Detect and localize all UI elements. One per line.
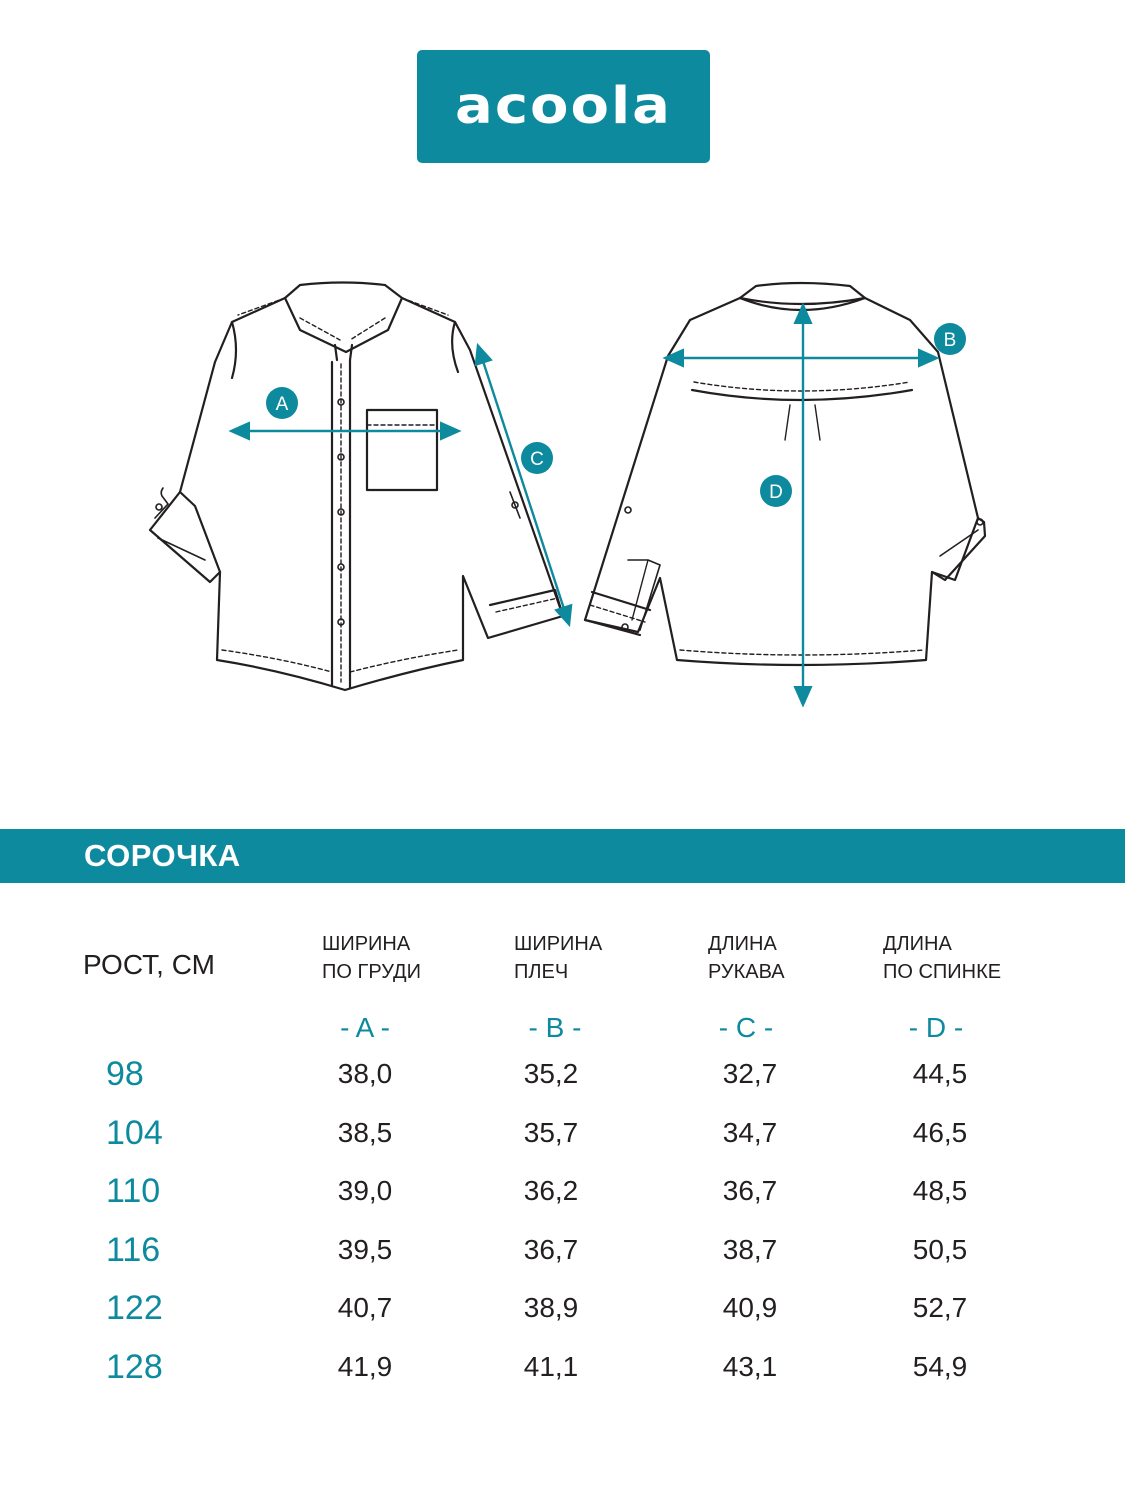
size-row-value: 32,7 bbox=[722, 1058, 778, 1089]
marker-a-badge bbox=[266, 387, 298, 419]
marker-c-badge bbox=[521, 442, 553, 474]
shirt-front-sketch bbox=[150, 283, 563, 691]
size-row-value: 41,1 bbox=[523, 1351, 579, 1382]
shirt-back-sketch bbox=[585, 283, 985, 665]
column-code-d: - D - bbox=[908, 1012, 964, 1043]
size-row-value: 36,7 bbox=[523, 1234, 579, 1265]
size-row-value: 54,9 bbox=[912, 1351, 968, 1382]
svg-text:C: C bbox=[530, 449, 544, 470]
size-row-value: 38,5 bbox=[337, 1117, 393, 1148]
size-row-value: 36,7 bbox=[722, 1175, 778, 1206]
column-code-c: - C - bbox=[718, 1012, 774, 1043]
size-row-value: 44,5 bbox=[912, 1058, 968, 1089]
measure-line-c bbox=[480, 352, 567, 618]
size-row-height: 116 bbox=[106, 1231, 161, 1269]
size-row-value: 38,7 bbox=[722, 1234, 778, 1265]
size-row-height: 104 bbox=[106, 1114, 163, 1152]
brand-logo bbox=[417, 50, 710, 163]
column-header-chest-width: ШИРИНА ПО ГРУДИ bbox=[322, 933, 421, 983]
size-row-height: 122 bbox=[106, 1289, 163, 1327]
size-row-value: 34,7 bbox=[722, 1117, 778, 1148]
size-row-value: 50,5 bbox=[912, 1234, 968, 1265]
svg-text:D: D bbox=[769, 482, 783, 503]
column-code-b: - B - bbox=[528, 1012, 582, 1043]
size-row-value: 38,0 bbox=[337, 1058, 393, 1089]
size-row-value: 41,9 bbox=[337, 1351, 393, 1382]
brand-logo-text: acoola bbox=[455, 76, 672, 136]
size-row-value: 43,1 bbox=[722, 1351, 778, 1382]
column-header-shoulder-width: ШИРИНА ПЛЕЧ bbox=[514, 933, 603, 983]
size-row-value: 38,9 bbox=[523, 1292, 579, 1323]
size-row-value: 46,5 bbox=[912, 1117, 968, 1148]
size-row-value: 39,0 bbox=[337, 1175, 393, 1206]
svg-text:B: B bbox=[943, 330, 957, 351]
size-row-value: 52,7 bbox=[912, 1292, 968, 1323]
size-row-value: 48,5 bbox=[912, 1175, 968, 1206]
size-row-height: 110 bbox=[106, 1172, 161, 1210]
product-title-band bbox=[0, 829, 1125, 883]
column-code-a: - A - bbox=[340, 1012, 390, 1043]
column-header-back-length: ДЛИНА ПО СПИНКЕ bbox=[883, 933, 1002, 983]
size-row-value: 35,2 bbox=[523, 1058, 579, 1089]
height-column-header: РОСТ, СМ bbox=[83, 949, 215, 980]
size-row-height: 98 bbox=[106, 1055, 144, 1093]
marker-b-badge bbox=[934, 323, 966, 355]
size-row-value: 39,5 bbox=[337, 1234, 393, 1265]
size-row-value: 40,9 bbox=[722, 1292, 778, 1323]
shirt-technical-sketch bbox=[0, 260, 1125, 720]
size-row-value: 40,7 bbox=[337, 1292, 393, 1323]
size-row-height: 128 bbox=[106, 1348, 163, 1386]
size-row-value: 36,2 bbox=[523, 1175, 579, 1206]
column-header-sleeve-length: ДЛИНА РУКАВА bbox=[708, 933, 785, 983]
product-title: СОРОЧКА bbox=[84, 838, 241, 873]
size-row-value: 35,7 bbox=[523, 1117, 579, 1148]
svg-text:A: A bbox=[275, 394, 289, 415]
marker-d-badge bbox=[760, 475, 792, 507]
